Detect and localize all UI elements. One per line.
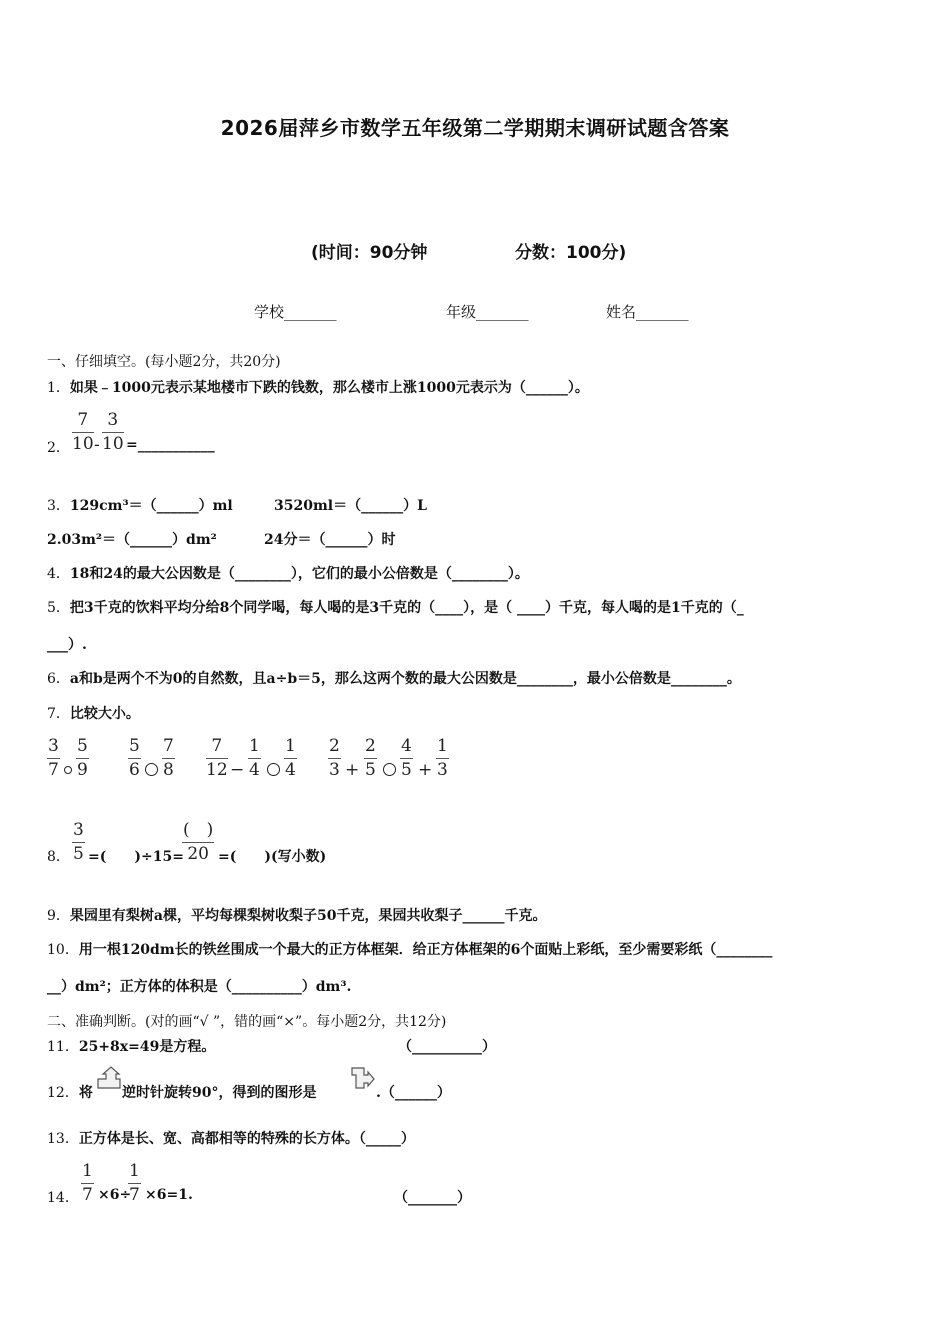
denominator: 5 [73, 844, 84, 864]
question-number: 4． [47, 566, 70, 582]
school-field: 学校_______ [254, 303, 337, 321]
page-title: 2026届萍乡市数学五年级第二学期期末调研试题含答案 [220, 116, 730, 140]
question-3 [47, 495, 233, 515]
question-2 [47, 437, 70, 457]
denominator: 9 [77, 760, 88, 780]
answer-blank: （__________） [398, 1039, 496, 1055]
question-text: ×6÷ [98, 1187, 132, 1203]
numerator: 2 [365, 736, 376, 756]
question-text: 用一根120dm长的铁丝围成一个最大的正方体框架．给正方体框架的6个面贴上彩纸，至少需要彩纸（________ [78, 942, 773, 958]
question-8 [47, 846, 70, 866]
fraction [81, 1163, 94, 1204]
question-text: 如果﹣1000元表示某地楼市下跌的钱数，那么楼市上涨1000元表示为（______）。 [69, 380, 589, 396]
name-field: 姓名_______ [606, 303, 689, 321]
plus-sign: + [418, 760, 433, 780]
denominator: 5 [401, 760, 412, 780]
denominator: 10 [102, 434, 124, 454]
question-11 [47, 1036, 215, 1056]
fraction [284, 738, 297, 779]
question-13 [47, 1128, 415, 1148]
denominator: 7 [129, 1185, 140, 1205]
fraction [47, 738, 60, 779]
question-7 [47, 703, 140, 723]
question-number: 11． [47, 1039, 79, 1055]
denominator: 5 [365, 760, 376, 780]
numerator: 1 [285, 736, 296, 756]
denominator: 7 [82, 1185, 93, 1205]
exam-time: (时间：90分钟 [311, 243, 428, 263]
fraction [128, 738, 141, 779]
question-text: 25+8x=49是方程。 [78, 1039, 216, 1055]
section1-heading: 一、仔细填空。(每小题2分，共20分) [47, 354, 281, 370]
fraction [436, 738, 449, 779]
question-text: 比较大小。 [69, 706, 140, 722]
question-text: 2.03m²＝（______）dm² [47, 532, 217, 548]
question-number: 13． [47, 1131, 79, 1147]
numerator: 7 [77, 410, 89, 430]
fraction [128, 1163, 141, 1204]
denominator: 20 [182, 842, 214, 863]
question-text: =( )(写小数) [218, 849, 327, 865]
question-text: 3520ml＝（______）L [274, 498, 427, 514]
question-10 [47, 939, 772, 959]
denominator: 7 [48, 760, 59, 780]
question-14 [47, 1187, 79, 1207]
denominator: 8 [163, 760, 174, 780]
question-text: 正方体是长、宽、高都相等的特殊的长方体。（_____） [78, 1131, 415, 1147]
numerator: 4 [401, 736, 412, 756]
fraction [72, 412, 94, 453]
question-text: __）dm²；正方体的体积是（__________）dm³. [47, 979, 352, 995]
fraction [248, 738, 261, 779]
question-text: ___）. [47, 637, 87, 653]
question-text: =( )÷15= [88, 849, 184, 865]
question-text: a和b是两个不为0的自然数，且a÷b＝5，那么这两个数的最大公因数是________，最小公倍数是________。 [69, 671, 741, 687]
question-number: 2． [47, 440, 70, 456]
question-6 [47, 668, 741, 688]
question-4 [47, 563, 529, 583]
numerator: 1 [249, 736, 260, 756]
grade-field: 年级_______ [446, 303, 529, 321]
denominator: 3 [329, 760, 340, 780]
question-number: 7． [47, 706, 70, 722]
question-number: 1． [47, 380, 70, 396]
answer-blank: .（______） [376, 1085, 451, 1101]
denominator: 4 [249, 760, 260, 780]
answer-blank: （_______） [394, 1190, 471, 1206]
question-number: 5． [47, 600, 70, 616]
numerator: 3 [107, 410, 119, 430]
fraction [400, 738, 413, 779]
numerator: 5 [77, 736, 88, 756]
minus-sign: - [94, 435, 100, 455]
denominator: 4 [285, 760, 296, 780]
exam-score: 分数：100分) [515, 243, 627, 263]
question-text: 把3千克的饮料平均分给8个同学喝，每人喝的是3千克的（____），是（ ____）千克，每人喝的是1千克的（_ [69, 600, 744, 616]
compare-circle [145, 763, 158, 776]
question-text: ×6=1. [145, 1187, 193, 1203]
compare-circle [267, 763, 280, 776]
fraction [206, 738, 228, 779]
question-text: 果园里有梨树a棵，平均每棵梨树收梨子50千克，果园共收梨子______千克。 [69, 908, 547, 924]
question-number: 12． [47, 1085, 79, 1101]
question-number: 10． [47, 942, 79, 958]
arrow-shape-icon [96, 1066, 122, 1090]
denominator: 3 [437, 760, 448, 780]
question-text: 18和24的最大公因数是（________），它们的最小公倍数是（________）。 [69, 566, 529, 582]
question-1 [47, 377, 589, 397]
question-text: 逆时针旋转90°，得到的图形是 [122, 1085, 317, 1101]
fraction [72, 822, 85, 863]
compare-circle [383, 763, 396, 776]
question-12 [47, 1082, 93, 1102]
question-number: 8． [47, 849, 70, 865]
fraction [162, 738, 175, 779]
question-number: 9． [47, 908, 70, 924]
section2-heading: 二、准确判断。(对的画“√ ”，错的画“×”。每小题2分，共12分) [47, 1014, 447, 1030]
numerator: 1 [437, 736, 448, 756]
question-number: 14． [47, 1190, 79, 1206]
question-5 [47, 597, 744, 617]
numerator: 5 [129, 736, 140, 756]
denominator: 6 [129, 760, 140, 780]
numerator: 7 [211, 736, 223, 756]
question-9 [47, 905, 546, 925]
question-text: 将 [78, 1085, 93, 1101]
compare-circle [64, 766, 72, 774]
numerator: 2 [329, 736, 340, 756]
denominator: 10 [72, 434, 94, 454]
rotated-arrow-shape-icon [350, 1066, 376, 1090]
fraction [102, 412, 124, 453]
question-text: 129cm³＝（______）ml [69, 498, 233, 514]
numerator: 1 [129, 1161, 140, 1181]
fraction [364, 738, 377, 779]
question-text: 24分＝（______）时 [264, 532, 396, 548]
fraction [76, 738, 89, 779]
numerator: 7 [163, 736, 174, 756]
numerator: 3 [48, 736, 59, 756]
numerator: 1 [82, 1161, 93, 1181]
question-number: 6． [47, 671, 70, 687]
numerator: ( ) [183, 820, 214, 840]
numerator: 3 [73, 820, 84, 840]
fraction [328, 738, 341, 779]
minus-sign: − [230, 760, 245, 780]
denominator: 12 [206, 760, 228, 780]
plus-sign: + [345, 760, 360, 780]
fraction [182, 822, 214, 863]
question-number: 3． [47, 498, 70, 514]
answer-blank: =___________ [126, 437, 215, 453]
